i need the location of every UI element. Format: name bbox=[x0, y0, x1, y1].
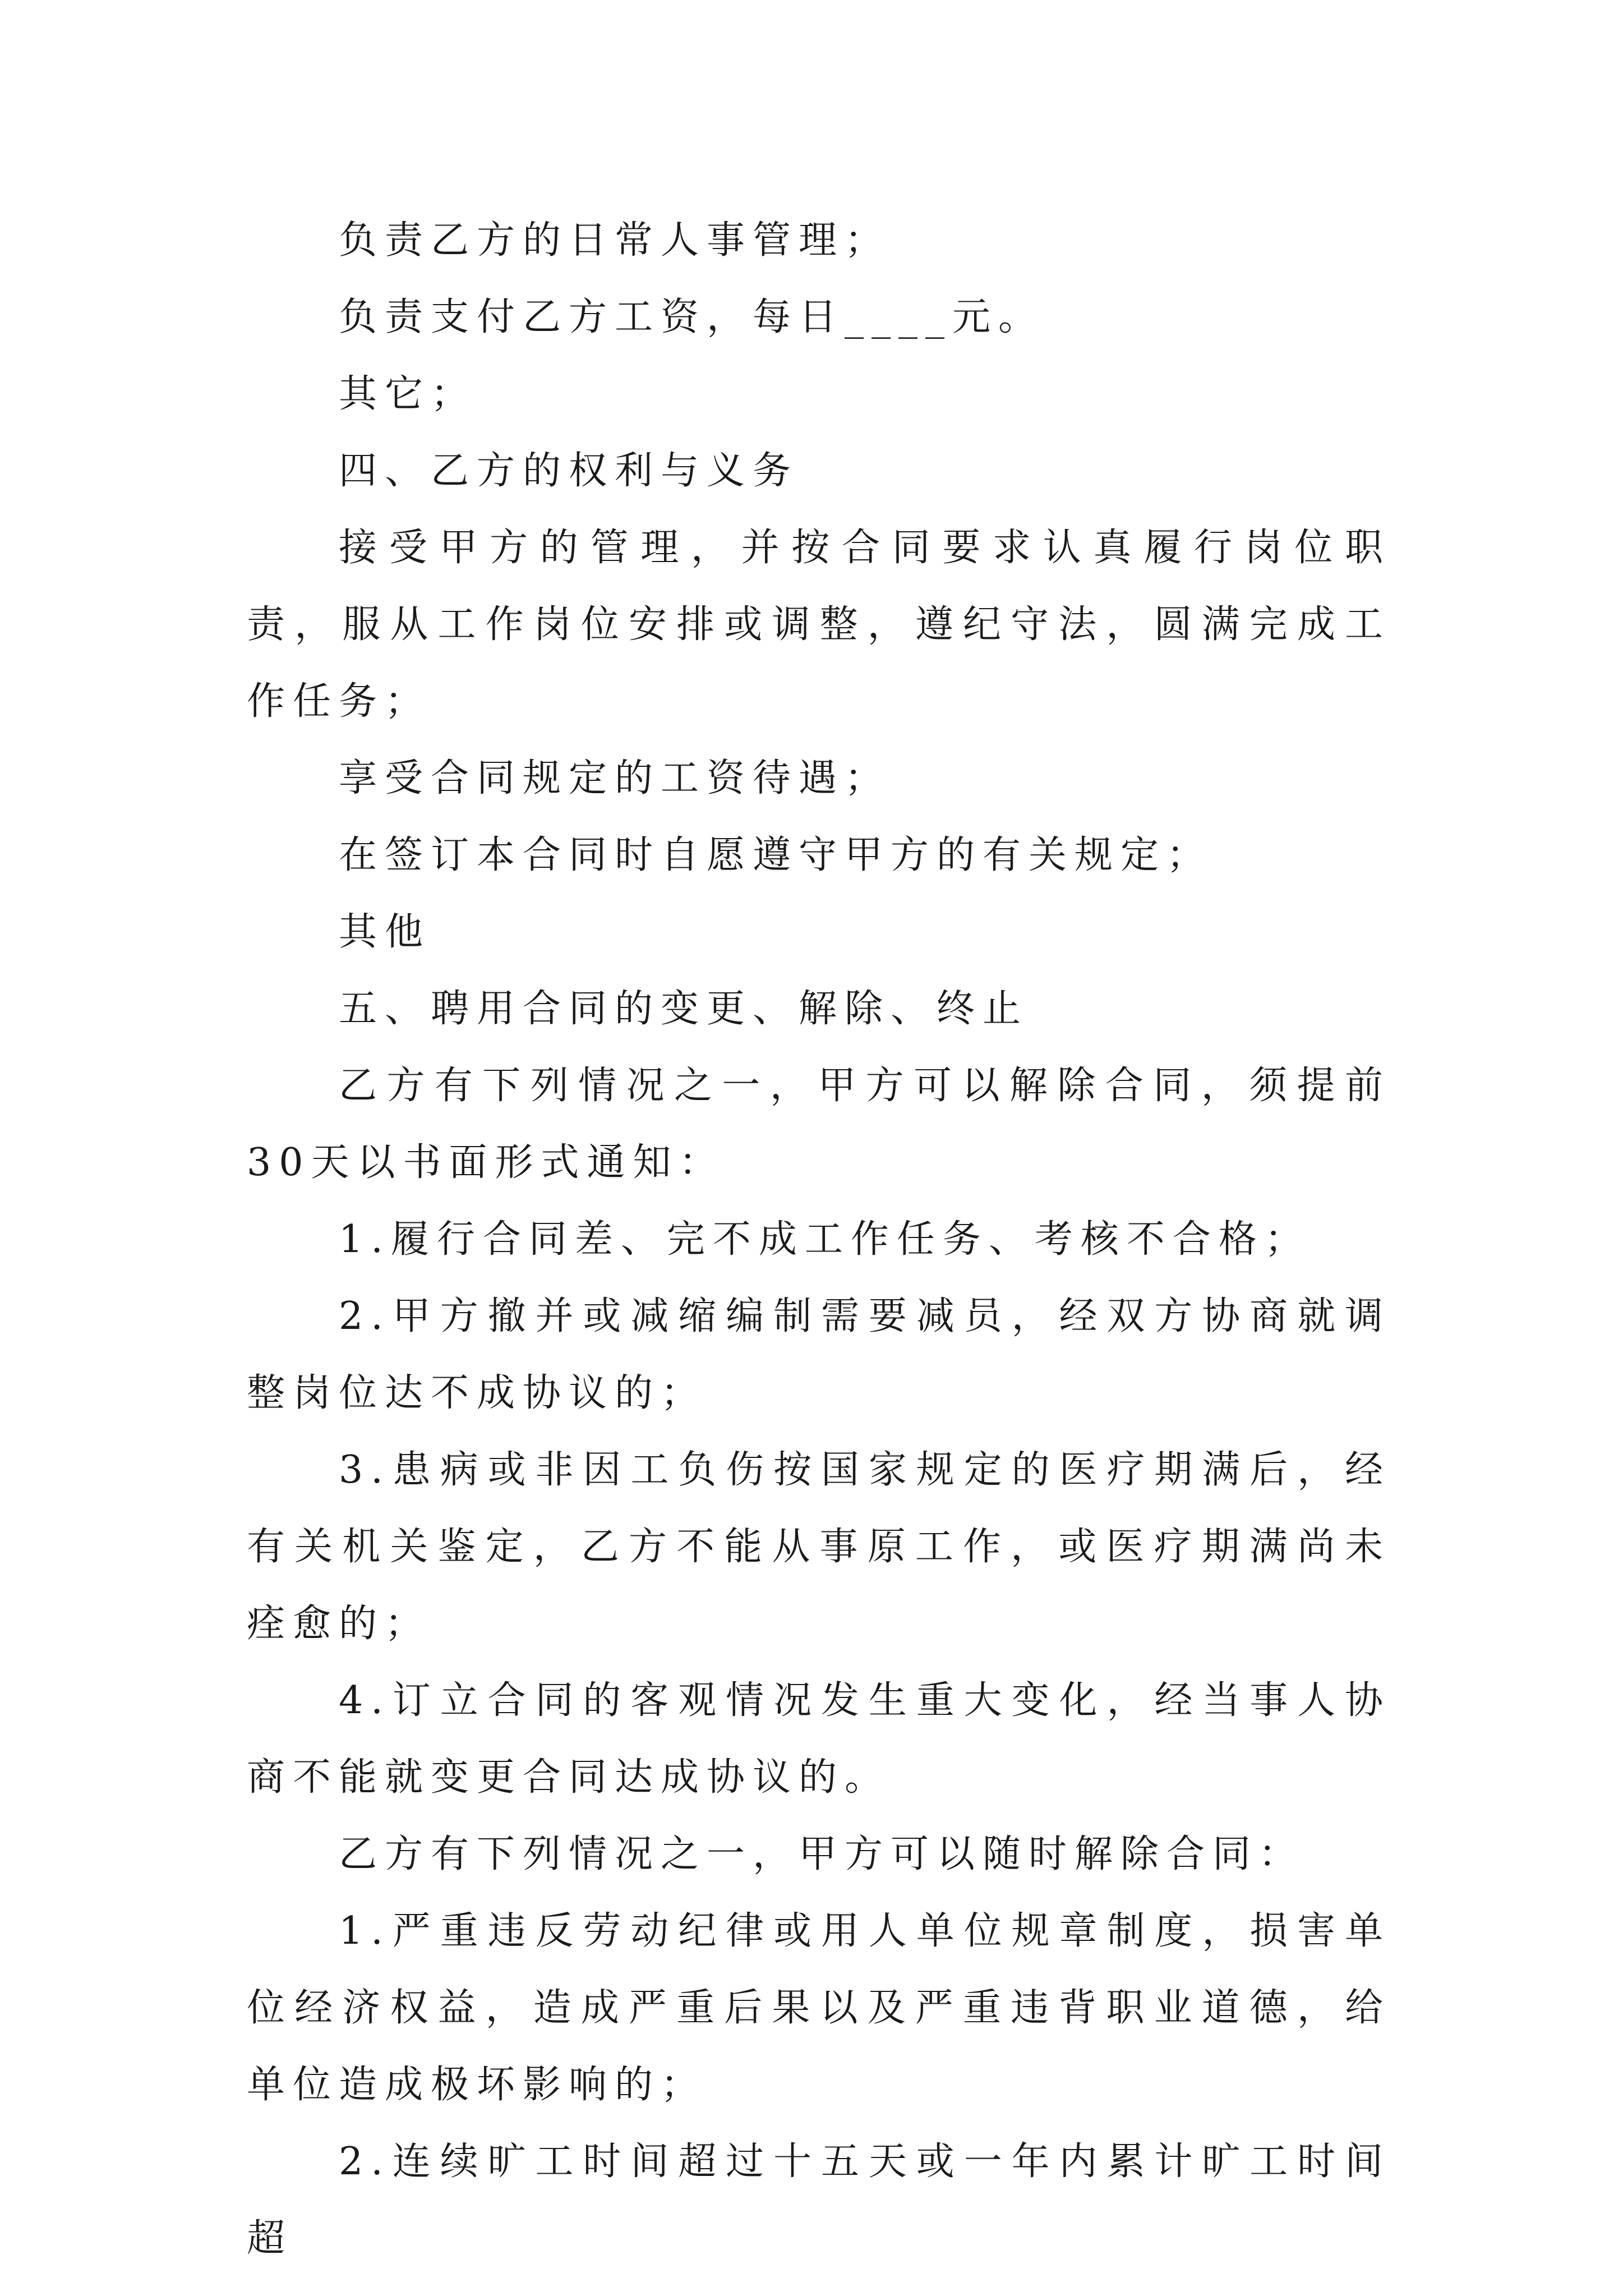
paragraph-wage-treatment: 享受合同规定的工资待遇； bbox=[339, 756, 891, 800]
list-item-1-poor-performance: 1.履行合同差、完不成工作任务、考核不合格； bbox=[339, 1217, 1311, 1262]
list-item-2-absenteeism: 2.连续旷工时间超过十五天或一年内累计旷工时间超 bbox=[247, 2139, 1391, 2261]
list-item-2-downsizing: 2.甲方撤并或减缩编制需要减员，经双方协商就调整岗位达不成协议的； bbox=[247, 1294, 1391, 1415]
paragraph-immediate-termination: 乙方有下列情况之一，甲方可以随时解除合同： bbox=[339, 1832, 1305, 1876]
paragraph-daily-wage: 负责支付乙方工资，每日____元。 bbox=[339, 295, 1045, 339]
section-heading-contract-changes: 五、聘用合同的变更、解除、终止 bbox=[339, 987, 1029, 1031]
paragraph-comply-rules: 在签订本合同时自愿遵守甲方的有关规定； bbox=[339, 833, 1213, 877]
paragraph-termination-notice: 乙方有下列情况之一，甲方可以解除合同，须提前30天以书面形式通知： bbox=[247, 1064, 1391, 1185]
list-item-1-serious-violation: 1.严重违反劳动纪律或用人单位规章制度，损害单位经济权益，造成严重后果以及严重违背职业道德，给单位造成极坏影响的； bbox=[247, 1909, 1391, 2107]
list-item-3-illness: 3.患病或非因工负伤按国家规定的医疗期满后，经有关机关鉴定，乙方不能从事原工作，或医疗期满尚未痊愈的； bbox=[247, 1448, 1391, 1646]
paragraph-accept-management: 接受甲方的管理，并按合同要求认真履行岗位职责，服从工作岗位安排或调整，遵纪守法，圆满完成工作任务； bbox=[247, 526, 1391, 724]
section-heading-rights-duties: 四、乙方的权利与义务 bbox=[339, 449, 799, 493]
list-item-4-circumstances-change: 4.订立合同的客观情况发生重大变化，经当事人协商不能就变更合同达成协议的。 bbox=[247, 1678, 1391, 1800]
paragraph-other-1: 其它； bbox=[339, 372, 477, 416]
paragraph-other-2: 其他 bbox=[339, 910, 431, 954]
document-body bbox=[247, 202, 1391, 2277]
paragraph-personnel-management: 负责乙方的日常人事管理； bbox=[339, 218, 891, 263]
